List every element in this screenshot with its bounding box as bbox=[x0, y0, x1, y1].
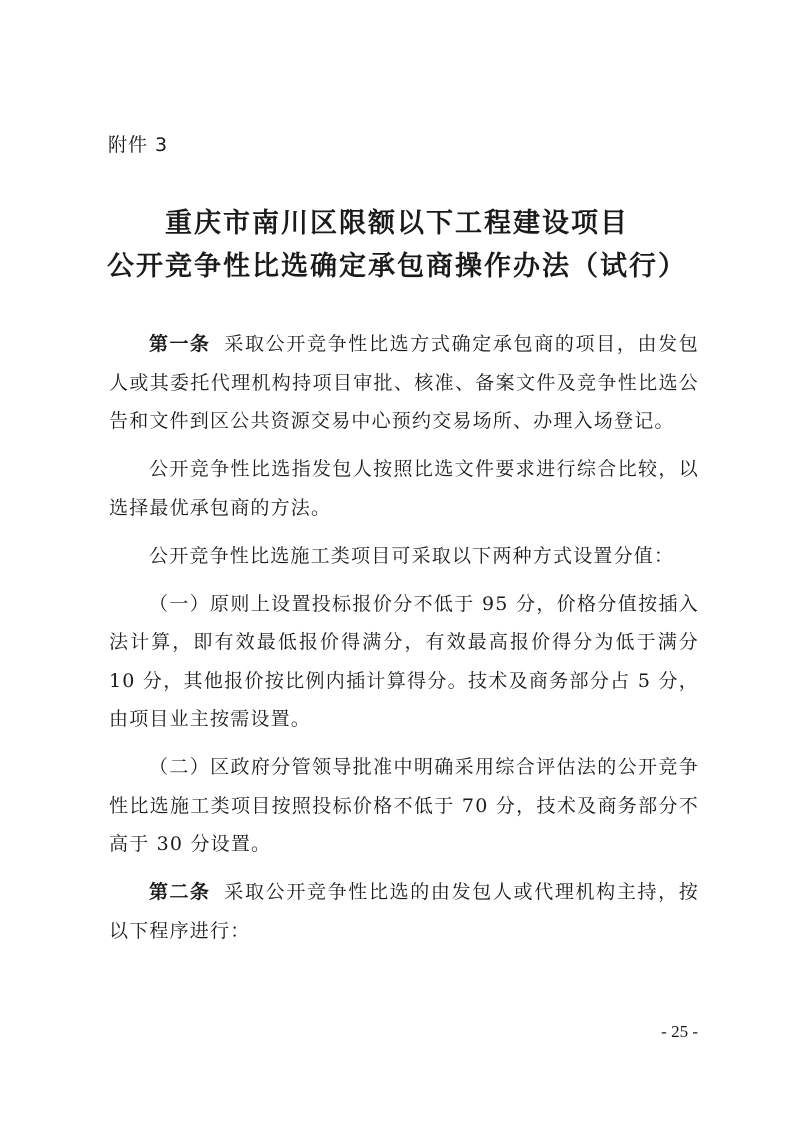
article-1-paragraph bbox=[109, 325, 699, 441]
page-number: - 25 - bbox=[661, 1022, 698, 1041]
definition-paragraph: 公开竞争性比选指发包人按照比选文件要求进行综合比较，以选择最优承包商的方法。 bbox=[109, 458, 699, 519]
article-1-label: 第一条 bbox=[149, 333, 211, 355]
attachment-label: 附件 3 bbox=[108, 134, 169, 156]
document-body bbox=[109, 325, 699, 960]
article-2-label: 第二条 bbox=[149, 881, 211, 903]
scoring-option-1-paragraph: （一）原则上设置投标报价分不低于 95 分，价格分值按插入法计算，即有效最低报价得满分，有效最高报价得分为低于满分 10 分，其他报价按比例内插计算得分。技术及商务部分占 5 分，由项目业主按需设置。 bbox=[109, 592, 699, 730]
document-title-line-2: 公开竞争性比选确定承包商操作办法（试行） bbox=[107, 251, 687, 282]
scoring-option-2-paragraph: （二）区政府分管领导批准中明确采用综合评估法的公开竞争性比选施工类项目按照投标价格不低于 70 分，技术及商务部分不高于 30 分设置。 bbox=[109, 756, 699, 855]
article-2-paragraph bbox=[109, 873, 699, 950]
article-2-text: 采取公开竞争性比选的由发包人或代理机构主持，按以下程序进行： bbox=[109, 881, 699, 942]
article-1-text: 采取公开竞争性比选方式确定承包商的项目，由发包人或其委托代理机构持项目审批、核准、备案文件及竞争性比选公告和文件到区公共资源交易中心预约交易场所、办理入场登记。 bbox=[109, 333, 699, 432]
scoring-intro-paragraph: 公开竞争性比选施工类项目可采取以下两种方式设置分值： bbox=[149, 544, 675, 567]
document-title-line-1: 重庆市南川区限额以下工程建设项目 bbox=[165, 208, 629, 239]
